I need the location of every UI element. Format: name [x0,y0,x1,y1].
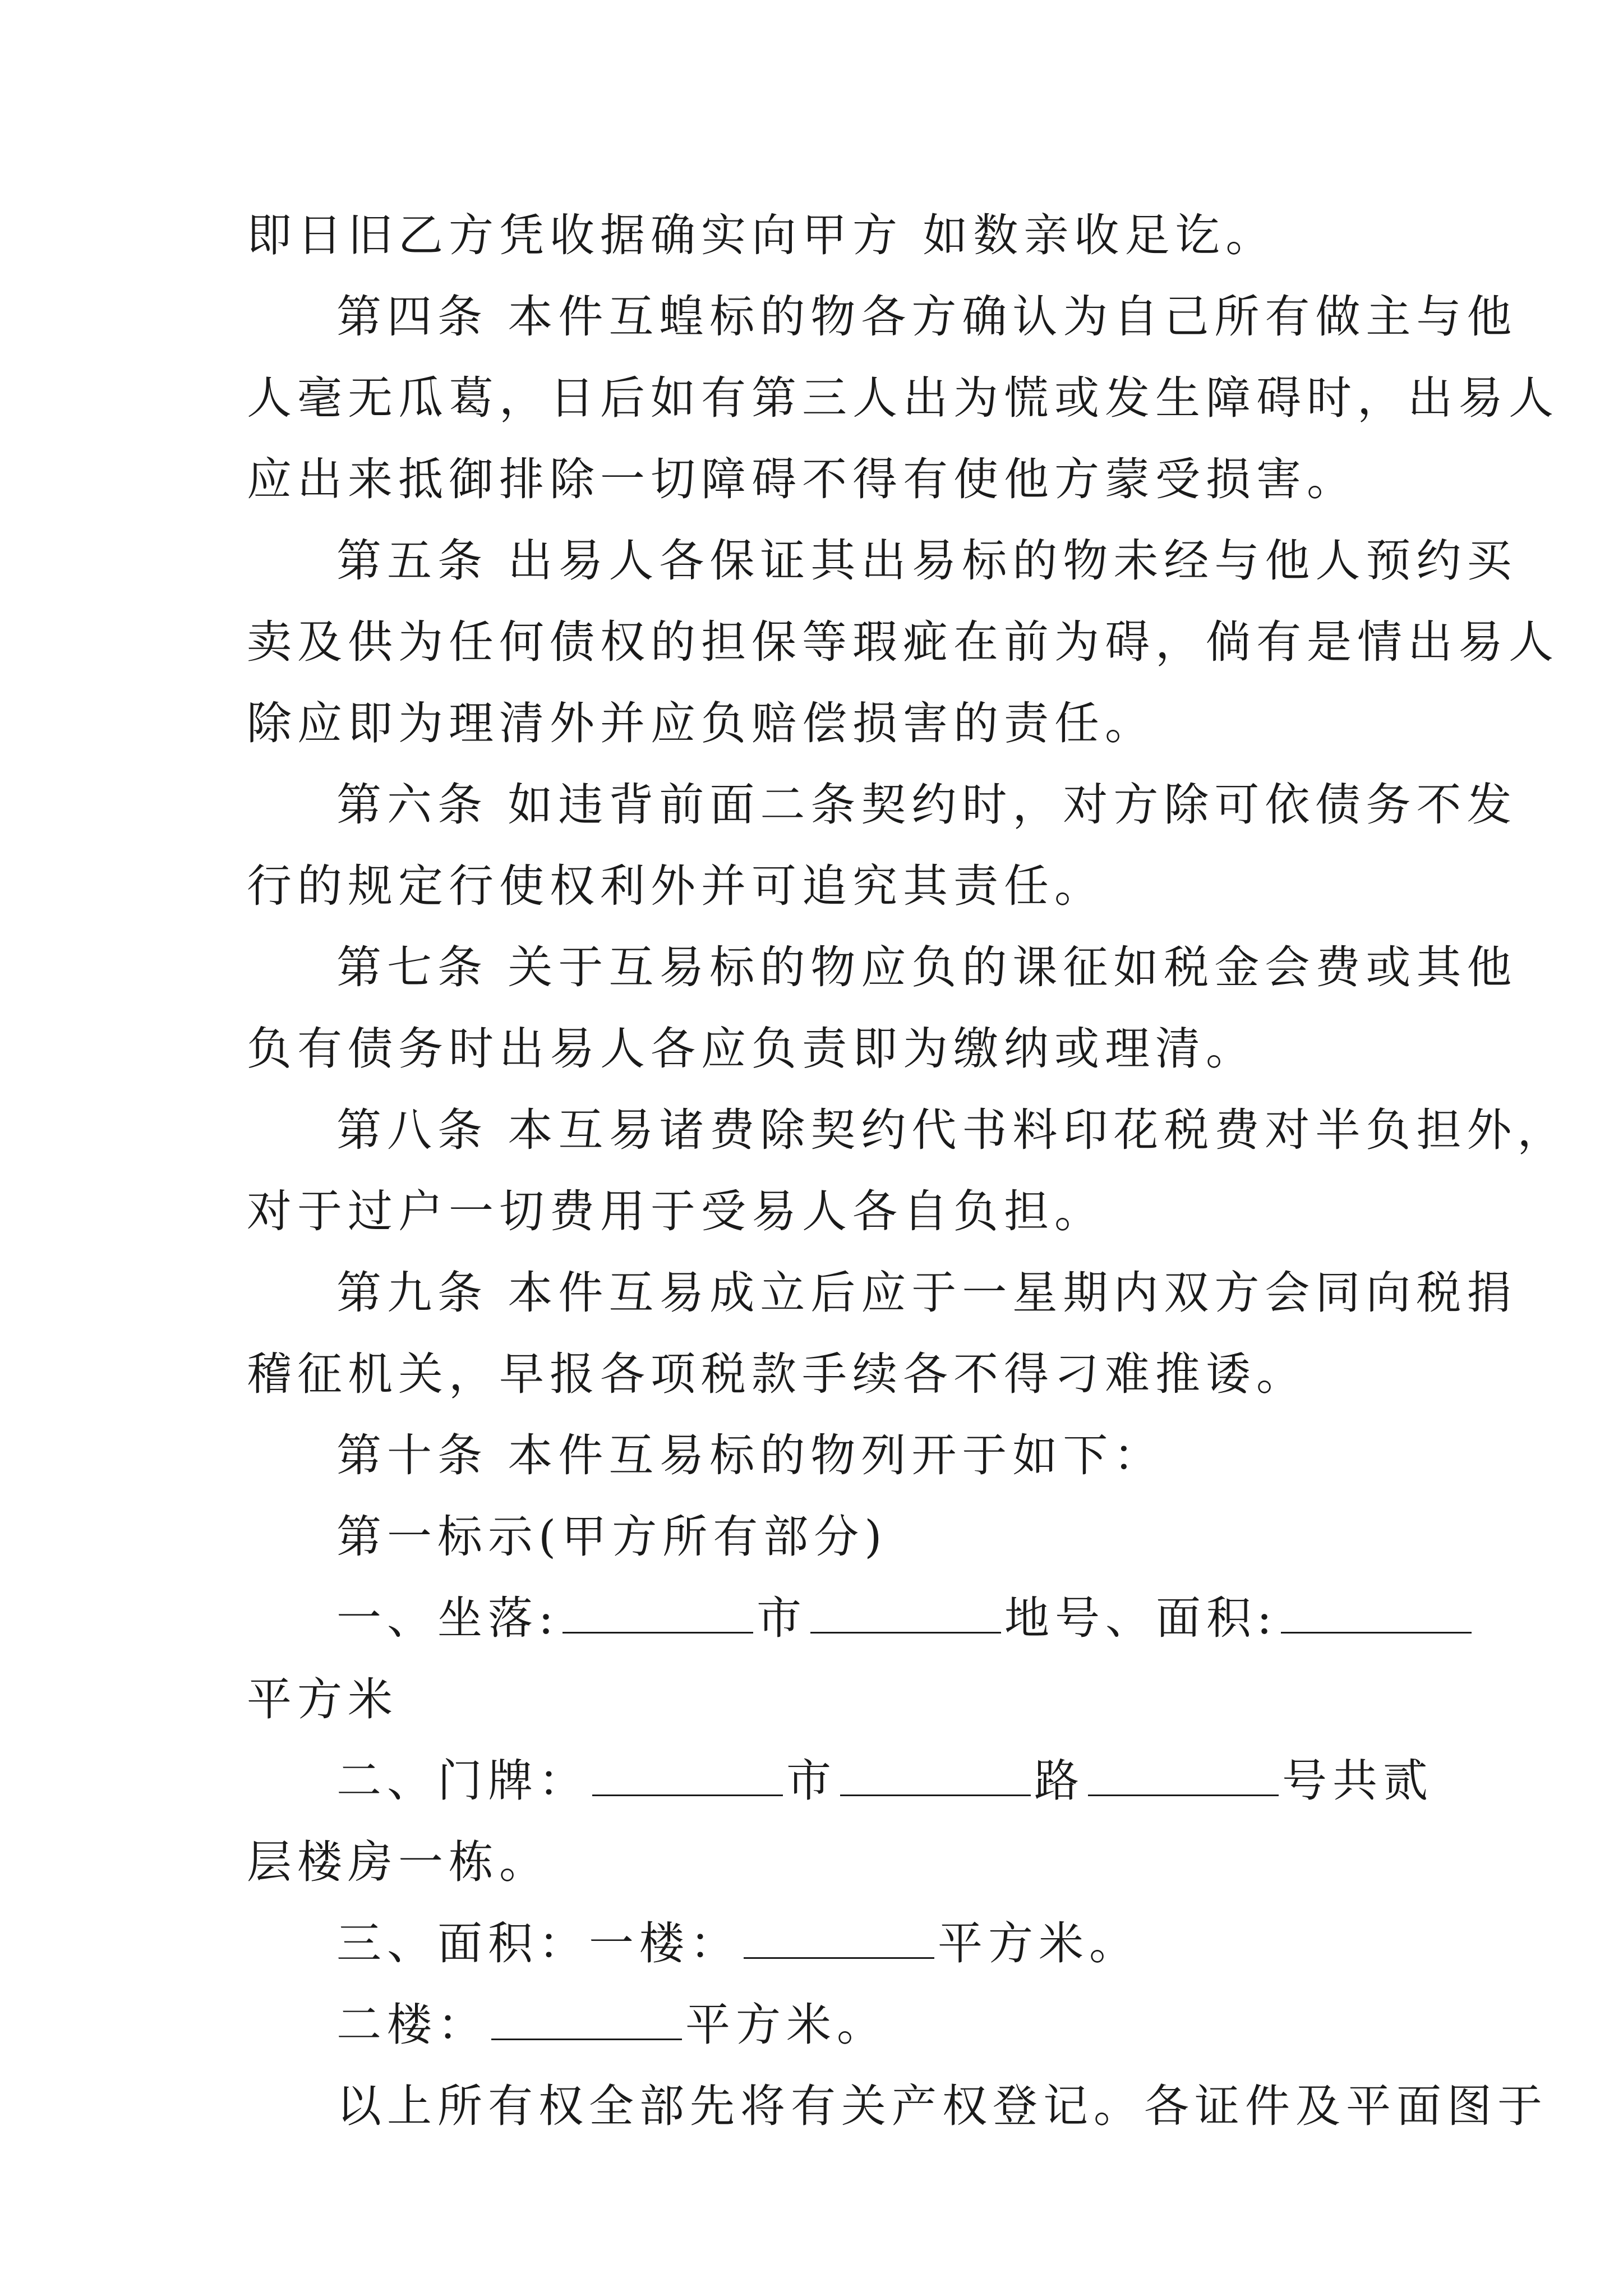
article-6-line: 第六条 如违背前面二条契约时，对方除可依债务不发 [336,779,1518,831]
doorplate-city-blank[interactable] [592,1753,783,1796]
paragraph-line: 稽征机关，早报各项税款手续各不得刁难推诿。 [247,1348,1307,1400]
paragraph-line: 行的规定行使权利外并可追究其责任。 [247,860,1105,912]
first-floor-area-blank[interactable] [744,1916,934,1959]
closing-line: 以上所有权全部先将有关产权登记。各证件及平面图于 [336,2080,1548,2132]
article-7-line: 第七条 关于互易标的物应负的课征如税金会费或其他 [336,941,1518,993]
doorplate-number-blank[interactable] [1088,1753,1279,1796]
second-floor-area-line [336,1986,1391,2064]
paragraph-line: 卖及供为任何债权的担保等瑕疵在前为碍，倘有是情出易人 [247,616,1559,668]
doorplate-road-blank[interactable] [840,1753,1031,1796]
article-5-line: 第五条 出易人各保证其出易标的物未经与他人预约买 [336,535,1518,587]
paragraph-line: 即日旧乙方凭收据确实向甲方 如数亲收足讫。 [247,209,1276,261]
article-4-line: 第四条 本件互蝗标的物各方确认为自己所有做主与他 [336,291,1518,343]
first-floor-area-line [336,1904,1391,1983]
doorplate-label: 二、门牌： [336,1755,589,1807]
article-10-line: 第十条 本件互易标的物列开于如下： [336,1429,1164,1481]
paragraph-line: 对于过户一切费用于受易人各自负担。 [247,1185,1105,1237]
paragraph-line: 人毫无瓜葛，日后如有第三人出为慌或发生障碍时，出易人 [247,372,1559,424]
location-field-line [336,1579,1391,1658]
doorplate-continuation: 层楼房一栋。 [247,1836,550,1888]
second-floor-suffix: 平方米。 [685,1999,887,2051]
doorplate-number-suffix: 号共贰 [1282,1755,1433,1807]
schedule-heading: 第一标示(甲方所有部分) [336,1511,888,1563]
first-floor-suffix: 平方米。 [938,1917,1140,1970]
location-continuation: 平方米 [247,1673,398,1726]
location-city-suffix: 市 [756,1592,807,1644]
article-8-line: 第八条 本互易诸费除契约代书料印花税费对半负担外， [336,1104,1568,1156]
doorplate-field-line [336,1742,1433,1820]
second-floor-label: 二楼： [336,1999,488,2051]
paragraph-line: 应出来抵御排除一切障碍不得有使他方蒙受损害。 [247,453,1357,505]
doorplate-city-suffix: 市 [786,1755,837,1807]
lot-area-label: 地号、面积: [1004,1592,1278,1644]
lot-number-blank[interactable] [810,1590,1001,1634]
location-blank[interactable] [562,1590,753,1634]
paragraph-line: 负有债务时出易人各应负责即为缴纳或理清。 [247,1023,1256,1075]
article-9-line: 第九条 本件互易成立后应于一星期内双方会同向税捐 [336,1267,1518,1319]
paragraph-line: 除应即为理清外并应负赔偿损害的责任。 [247,697,1155,749]
second-floor-area-blank[interactable] [491,1997,682,2040]
location-label: 一、坐落: [336,1592,559,1644]
doorplate-road-suffix: 路 [1034,1755,1085,1807]
area-blank[interactable] [1281,1590,1472,1634]
first-floor-label: 三、面积：一楼： [336,1917,740,1970]
